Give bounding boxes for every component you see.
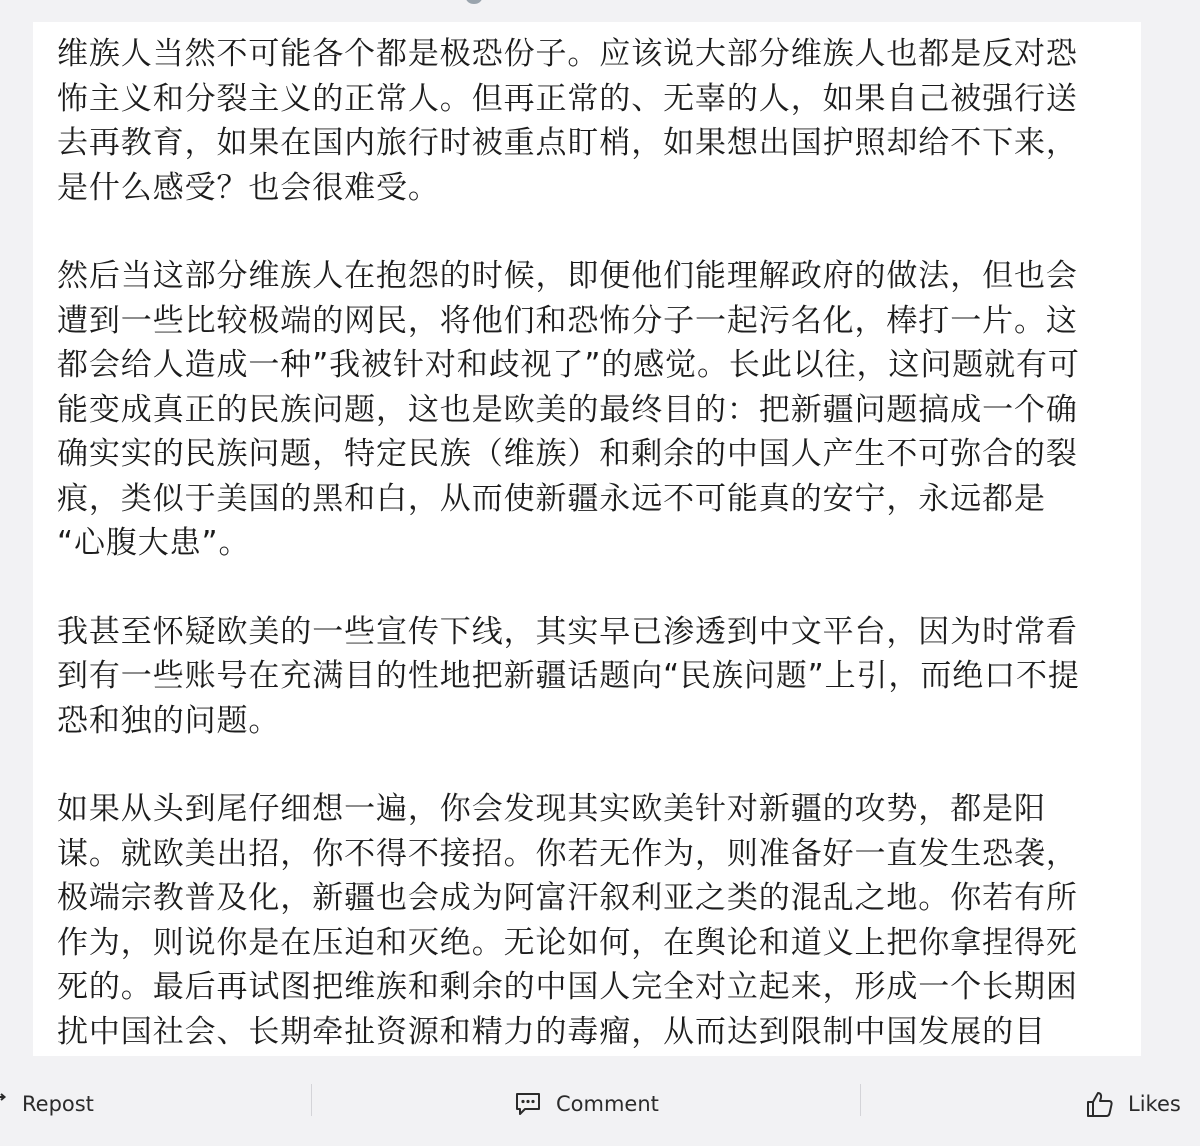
repost-icon: [0, 1093, 8, 1115]
likes-label: Likes: [1128, 1092, 1181, 1116]
repost-label: Repost: [22, 1092, 94, 1116]
comment-button[interactable]: [514, 1086, 659, 1122]
paragraph: 维族人当然不可能各个都是极恐份子。应该说大部分维族人也都是反对恐 怖主义和分裂主义的正常人。但再正常的、无辜的人，如果自己被强行送 去再教育，如果在国内旅行时被重点盯梢，如果想出国护照却给不下来， 是什么感受？也会很难受。: [57, 36, 1078, 206]
paragraph: 然后当这部分维族人在抱怨的时候，即便他们能理解政府的做法，但也会 遭到一些比较极端的网民，将他们和恐怖分子一起污名化，棒打一片。这 都会给人造成一种”我被针对和歧视了”的感觉。长此以往，这问题就有可 能变成真正的民族问题，这也是欧美的最终目的：把新疆问题搞成一个确 确实实的民族问题，特定民族（维族）和剩余的中国人产生不可弥合的裂 痕，类似于美国的黑和白，从而使新疆永远不可能真的安宁，永远都是 “心腹大患”。: [57, 258, 1080, 561]
avatar: [466, 0, 482, 4]
comment-label: Comment: [556, 1092, 659, 1116]
post-body: [57, 32, 1127, 1143]
top-bar: [0, 0, 1200, 22]
thumbs-up-icon: [1086, 1090, 1114, 1118]
repost-button[interactable]: [0, 1086, 94, 1122]
divider: [860, 1084, 861, 1116]
paragraph: 如果从头到尾仔细想一遍，你会发现其实欧美针对新疆的攻势，都是阳 谋。就欧美出招，你不得不接招。你若无作为，则准备好一直发生恐袭， 极端宗教普及化，新疆也会成为阿富汗叙利亚之类的混乱之地。你若有所 作为，则说你是在压迫和灭绝。无论如何，在舆论和道义上把你拿捏得死 死的。最后再试图把维族和剩余的中国人完全对立起来，形成一个长期困 扰中国社会、长期牵扯资源和精力的毒瘤，从而达到限制中国发展的目: [57, 791, 1078, 1050]
comment-icon: [514, 1091, 542, 1117]
divider: [311, 1084, 312, 1116]
action-bar: [0, 1056, 1200, 1146]
paragraph: 我甚至怀疑欧美的一些宣传下线，其实早已渗透到中文平台，因为时常看 到有一些账号在充满目的性地把新疆话题向“民族问题”上引，而绝口不提 恐和独的问题。: [57, 613, 1080, 739]
post-content: [33, 22, 1141, 1056]
likes-button[interactable]: [1086, 1086, 1181, 1122]
